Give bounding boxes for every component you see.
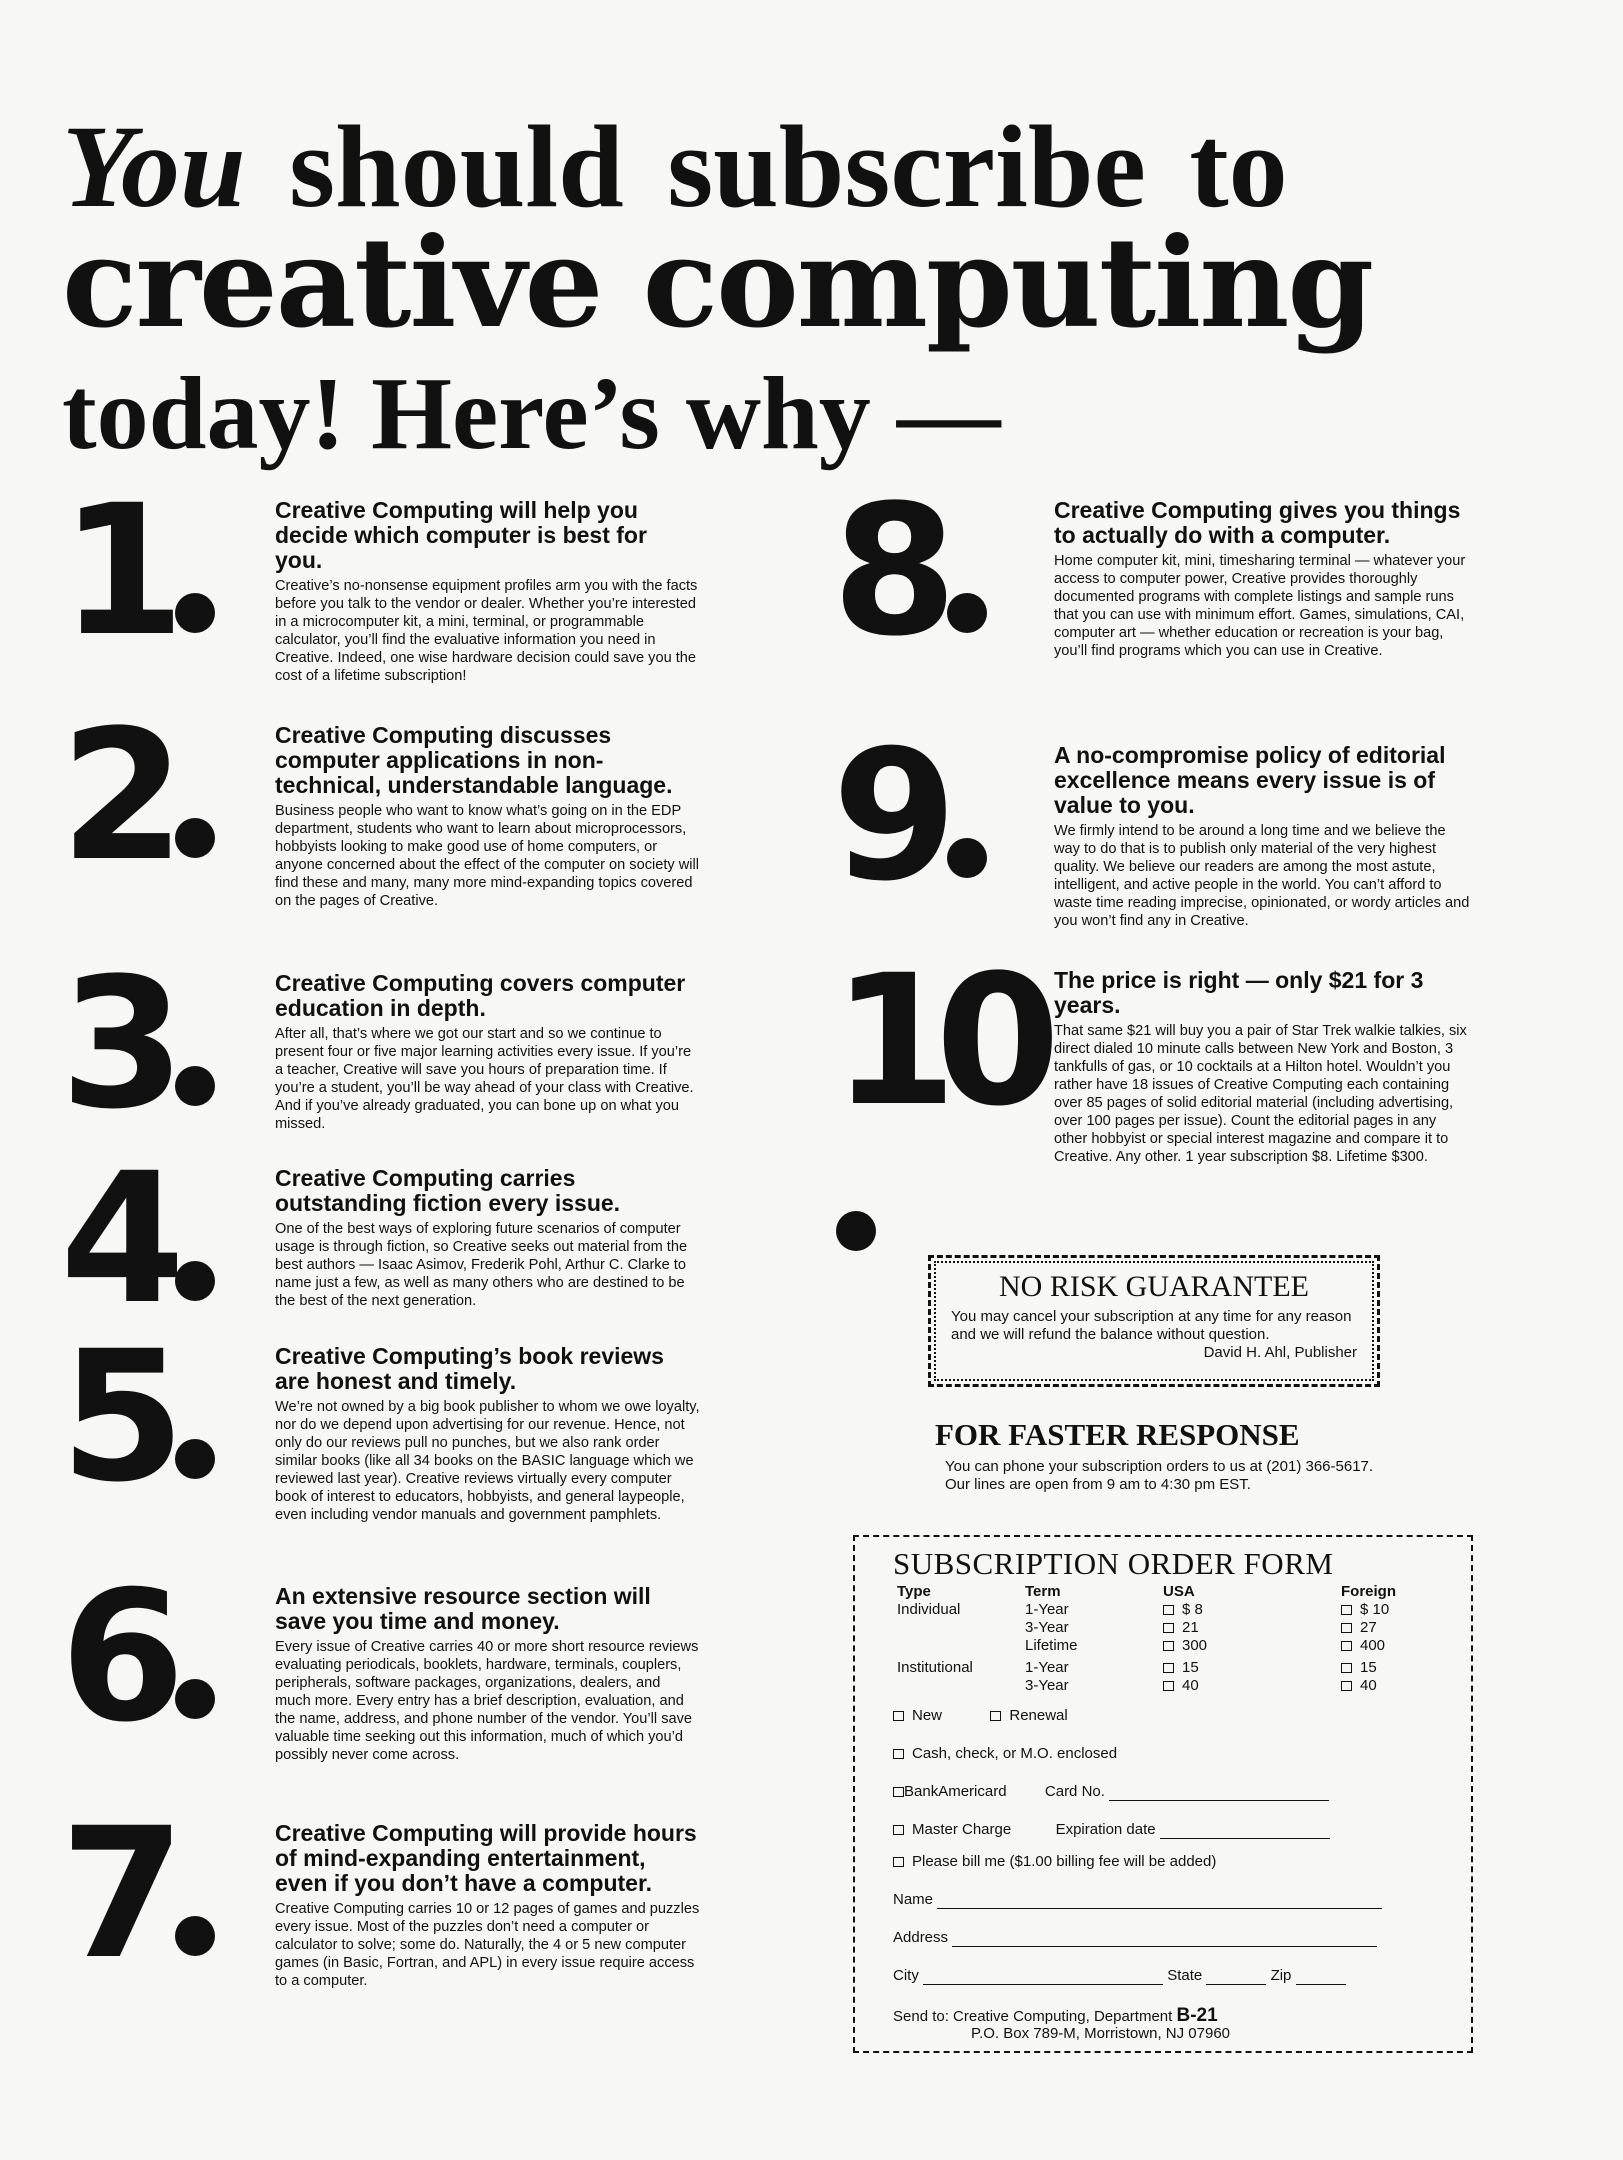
bill-me-row: Please bill me ($1.00 billing fee will be added)	[893, 1853, 1441, 1871]
checkbox-bill-me[interactable]	[893, 1857, 904, 1867]
reason-number: 3	[60, 940, 215, 1149]
checkbox-bankamericard[interactable]	[893, 1787, 904, 1797]
headline-you: You	[62, 101, 246, 232]
reason-body: One of the best ways of exploring future scenarios of computer usage is through fiction, so Creative seeks out material from the best authors — Isaac Asimov, Frederik Pohl, Arthur C. Clarke to name just a few, as well as many others who are destined to be the best of the next generation.	[275, 1221, 688, 1309]
headline-line-1-rest: should subscribe to	[289, 101, 1288, 232]
reason-title: Creative Computing carries outstanding fiction every issue.	[275, 1165, 621, 1216]
rates-table	[893, 1583, 1425, 1695]
header-type: Type	[897, 1583, 931, 1600]
table-row: Individual 1-Year $ 8 $ 10	[897, 1601, 1390, 1618]
reason-title: Creative Computing gives you things to actually do with a computer.	[1054, 497, 1461, 548]
reason-body: Creative Computing carries 10 or 12 pages of games and puzzles every issue. Most of the puzzles don’t need a computer or calculator to solve; some do. Naturally, the 4 or 5 new computer games (in Basic, Fortran, and APL) in every issue require access to a computer.	[275, 1901, 700, 1989]
reason-title: Creative Computing’s book reviews are honest and timely.	[275, 1343, 664, 1394]
reason-body: Business people who want to know what’s going on in the EDP department, students who want to learn about microprocessors, hobbyists looking to make good use of home computers, or anyone concerned about the effect of the computer on society will find these and many, many more mind-expanding topics covered on the pages of Creative.	[275, 803, 700, 909]
faster-response-body: You can phone your subscription orders to us at (201) 366-5617. Our lines are open from 9 am to 4:30 pm EST.	[945, 1458, 1374, 1493]
checkbox-master-charge[interactable]	[893, 1825, 904, 1835]
no-risk-signature: David H. Ahl, Publisher	[1203, 1344, 1357, 1361]
headline-logo: creative computing	[62, 211, 1373, 356]
reason-number: 5	[60, 1313, 215, 1522]
reason-body: Home computer kit, mini, timesharing terminal — whatever your access to computer power, Creative provides thoroughly documented programs with complete listings and sample runs that you can use with minimum effort. Games, simulations, CAI, computer art — whether education or recreation is your bag, you’ll find programs which you can use in Creative.	[1054, 553, 1466, 659]
name-row: Name	[893, 1891, 1441, 1909]
address-row: Address	[893, 1929, 1441, 1947]
checkbox-cash[interactable]	[893, 1749, 904, 1759]
headline-line-1	[62, 101, 1288, 232]
expiration-date-field[interactable]	[1160, 1824, 1330, 1839]
checkbox-institutional-1yr-foreign[interactable]	[1341, 1663, 1352, 1673]
reason-number: 1	[60, 467, 215, 676]
checkbox-institutional-3yr-usa[interactable]	[1163, 1681, 1174, 1691]
faster-response	[935, 1418, 1395, 1494]
reason-5	[60, 1313, 700, 1584]
checkbox-individual-3yr-foreign[interactable]	[1341, 1623, 1352, 1633]
reason-body: Creative’s no-nonsense equipment profiles arm you with the facts before you talk to the vendor or dealer. Whether you’re interested in a microcomputer kit, a mini, terminal, or programmable calculator, you’ll find the evaluative information you need in Creative. Indeed, one wise hardware decision could save you the cost of a lifetime subscription!	[275, 578, 698, 684]
checkbox-individual-lifetime-usa[interactable]	[1163, 1641, 1174, 1651]
reason-1	[60, 467, 700, 723]
reason-title: Creative Computing will provide hours of mind-expanding entertainment, even if you don’t have a computer.	[275, 1820, 697, 1896]
reason-title: Creative Computing covers computer education in depth.	[275, 970, 686, 1021]
checkbox-individual-lifetime-foreign[interactable]	[1341, 1641, 1352, 1651]
reasons-left-column	[60, 467, 700, 2051]
cash-row: Cash, check, or M.O. enclosed	[893, 1745, 1441, 1763]
form-title: SUBSCRIPTION ORDER FORM	[893, 1546, 1334, 1581]
header-foreign: Foreign	[1341, 1583, 1396, 1600]
reason-number: 8	[832, 467, 987, 676]
master-charge-row: Master Charge Expiration date	[893, 1821, 1441, 1839]
header-term: Term	[1025, 1583, 1061, 1600]
reason-10	[832, 937, 1472, 1218]
reason-body: Every issue of Creative carries 40 or more short resource reviews evaluating periodicals, booklets, hardware, terminals, couplers, peripherals, software packages, organizations, dealers, and much more. Every entry has a brief description, evaluation, and the name, address, and phone number of the vendor. You’ll save valuable time seeking out this information, much of which you’d possibly never come across.	[275, 1639, 699, 1763]
table-row: Lifetime 300 400	[1025, 1637, 1386, 1654]
bankamericard-row: BankAmericard Card No.	[893, 1783, 1441, 1801]
headline-line-3: today! Here’s why —	[62, 356, 1001, 471]
header-usa: USA	[1163, 1583, 1195, 1600]
reason-title: An extensive resource section will save you time and money.	[275, 1583, 651, 1634]
new-renewal-row: New Renewal	[893, 1707, 1441, 1725]
checkbox-institutional-3yr-foreign[interactable]	[1341, 1681, 1352, 1691]
send-to-address: Send to: Creative Computing, Department B-21 P.O. Box 789-M, Morristown, NJ 07960	[893, 2007, 1441, 2042]
state-field[interactable]	[1206, 1970, 1266, 1985]
reason-number: 6	[60, 1553, 215, 1762]
no-risk-body: You may cancel your subscription at any time for any reason and we will refund the balance without question.	[951, 1308, 1352, 1343]
reason-title: Creative Computing will help you decide which computer is best for you.	[275, 497, 647, 573]
zip-field[interactable]	[1296, 1970, 1346, 1985]
reason-number: 7	[60, 1790, 215, 1999]
reason-title: Creative Computing discusses computer applications in non-technical, understandable language.	[275, 722, 673, 798]
faster-response-title: FOR FASTER RESPONSE	[935, 1417, 1300, 1452]
reason-body: We’re not owned by a big book publisher to whom we owe loyalty, nor do we depend upon advertising for our revenue. Hence, not only do our reviews pull no punches, but we also rank order similar books (like all 34 books on the BASIC language which we reviewed last year). Creative reviews virtually every computer book of interest to educators, hobbyists, and general laypeople, even including vendor manuals and government pamphlets.	[275, 1399, 700, 1523]
reason-9	[832, 712, 1472, 968]
reason-8	[832, 467, 1472, 743]
checkbox-individual-1yr-usa[interactable]	[1163, 1605, 1174, 1615]
reason-number: 2	[60, 692, 215, 901]
reason-2	[60, 692, 700, 971]
table-row: 3-Year 21 27	[1025, 1619, 1377, 1636]
po-box: P.O. Box 789-M, Morristown, NJ 07960	[971, 2025, 1230, 2042]
reason-body: After all, that’s where we got our start and so we continue to present four or five major learning activities every issue. If you’re a teacher, Creative will save you hours of preparation time. If you’re a student, you’ll be way ahead of your class with Creative. And if you’ve already graduated, you can bone up on what you missed.	[275, 1026, 694, 1132]
subscription-order-form	[853, 1535, 1473, 2053]
reason-7	[60, 1790, 700, 2051]
checkbox-new[interactable]	[893, 1711, 904, 1721]
department-code: B-21	[1176, 2005, 1218, 2026]
city-field[interactable]	[923, 1970, 1163, 1985]
reason-6	[60, 1553, 700, 1821]
reason-title: A no-compromise policy of editorial excellence means every issue is of value to you.	[1054, 742, 1446, 818]
reason-number: 4	[60, 1135, 215, 1344]
checkbox-individual-3yr-usa[interactable]	[1163, 1623, 1174, 1633]
no-risk-title: NO RISK GUARANTEE	[999, 1270, 1309, 1303]
table-row: 3-Year 40 40	[1025, 1677, 1377, 1694]
reason-body: We firmly intend to be around a long time and we believe the way to do that is to publish only material of the very highest quality. We believe our readers are among the most astute, intelligent, and active people in the world. You can’t afford to waste time reading imprecise, opinionated, or wordy articles and you won’t find any in Creative.	[1054, 823, 1470, 929]
checkbox-individual-1yr-foreign[interactable]	[1341, 1605, 1352, 1615]
reason-body: That same $21 will buy you a pair of Star Trek walkie talkies, six direct dialed 10 minute calls between New York and Boston, 3 tankfulls of gas, or 10 cocktails at a Hilton hotel. Wouldn’t you rather have 18 issues of Creative Computing each containing over 85 pages of solid editorial material (including advertising, over 100 pages per issue). Count the editorial pages in any other hobbyist or special interest magazine and compare it to Creative. Any other. 1 year subscription $8. Lifetime $300.	[1054, 1023, 1467, 1165]
name-field[interactable]	[937, 1894, 1382, 1909]
reason-number: 9	[832, 712, 987, 921]
card-number-field[interactable]	[1109, 1786, 1329, 1801]
no-risk-guarantee-box	[928, 1255, 1380, 1387]
checkbox-institutional-1yr-usa[interactable]	[1163, 1663, 1174, 1673]
checkbox-renewal[interactable]	[990, 1711, 1001, 1721]
table-row: Institutional 1-Year 15 15	[897, 1659, 1377, 1676]
reason-title: The price is right — only $21 for 3 years.	[1054, 967, 1424, 1018]
reason-number: 10	[832, 937, 1039, 1294]
address-field[interactable]	[952, 1932, 1377, 1947]
reasons-right-column	[832, 467, 1472, 1218]
city-state-zip-row: City State Zip	[893, 1967, 1441, 1985]
